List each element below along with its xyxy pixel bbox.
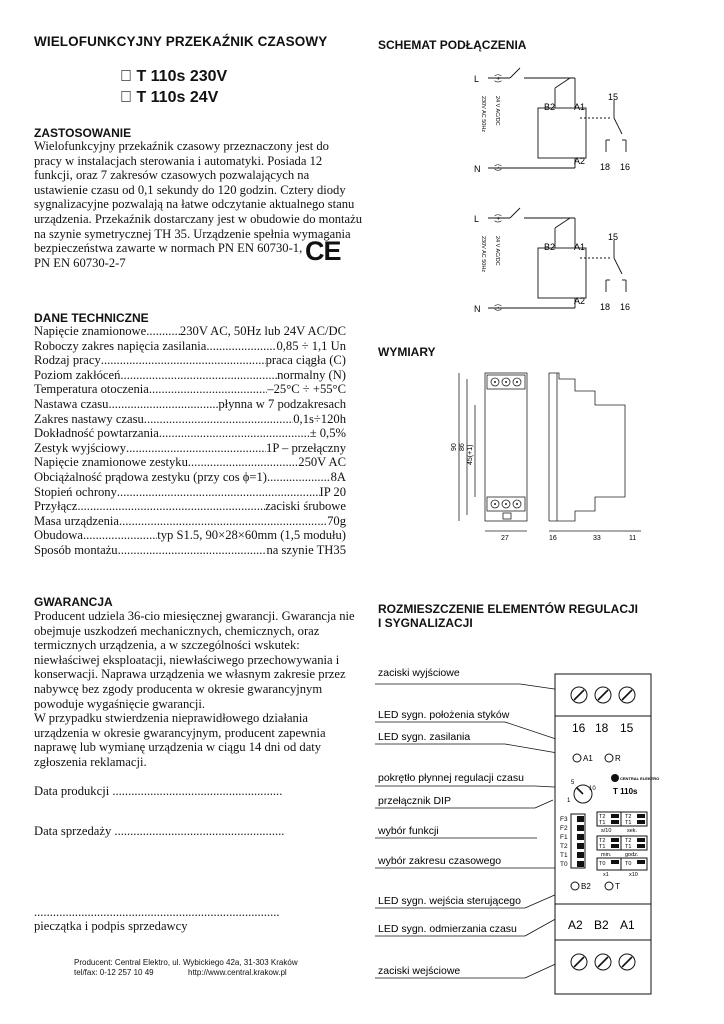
label-18: 18 [600, 302, 611, 312]
callout-led-stykow: LED sygn. położenia styków [378, 709, 510, 721]
label-16: 16 [620, 302, 631, 312]
dip-lever [611, 820, 619, 824]
dip-label: T2 [560, 843, 568, 850]
dim-27-label: 27 [501, 535, 509, 542]
text-line: Producent udziela 36-cio miesięcznej gwarancji. Gwarancja nie [34, 609, 355, 623]
label-15: 15 [608, 92, 619, 102]
text-line: naprawę lub wymianę urządzenia w ciągu 14 dni od daty [34, 740, 322, 755]
table-row: Poziom zakłóceń ..... normalny (N) [34, 368, 346, 383]
leader-dip-2 [535, 800, 553, 808]
dip-label: F3 [560, 816, 568, 823]
dip-r3-label: T0 [625, 861, 632, 867]
knob-1-label: 1 [567, 798, 571, 804]
label-n: N [474, 164, 481, 174]
text-line: niewłaściwej eksploatacji, niewłaściwego przechowywania i [34, 652, 340, 667]
led-a1 [573, 754, 581, 762]
top-term-18: 18 [595, 721, 609, 735]
table-row: Zakres nastawy czasu ..... 0,1s÷120h [34, 412, 346, 427]
data-produkcji-field[interactable]: Data produkcji ...................................................... [34, 784, 283, 798]
knob-10-label: 10 [589, 786, 596, 792]
dip-r3-label: T0 [599, 861, 606, 867]
dip-lever [577, 843, 584, 849]
callout-wybor-zakresu: wybór zakresu czasowego [378, 855, 502, 867]
data-sprzedazy-field[interactable]: Data sprzedaży ...................................................... [34, 824, 285, 838]
dip-r3-label: x1 [603, 872, 609, 878]
table-row: Napięcie znamionowe zestyku ..... 250V AC [34, 455, 346, 470]
screw-slot [494, 381, 496, 383]
screw-slot [494, 503, 496, 505]
top-term-15: 15 [620, 721, 634, 735]
dip-r1-label: T2 [625, 814, 632, 820]
wiring-diagram-1 [470, 60, 640, 180]
led-r [605, 754, 613, 762]
dip-r1-label: s/10 [601, 828, 612, 834]
model-24v [120, 89, 218, 107]
text-line: urządzenia w okresie gwarancyjnym, producent zapewnia [34, 725, 326, 740]
dip-block-left[interactable] [571, 814, 585, 868]
text-line: na szynie symetrycznej TH 35. Urządzenie spełnia wymagania [34, 226, 351, 241]
footer-line-1: Producent: Central Elektro, ul. Wybickiego 42a, 31-303 Kraków [74, 958, 298, 967]
switch-l [510, 68, 520, 78]
knob-5-label: 5 [571, 780, 575, 786]
dip-lever [637, 820, 645, 824]
led-a1-label: A1 [583, 754, 593, 763]
bottom-term-b2: B2 [594, 918, 609, 932]
label-plus: (+) [494, 74, 501, 83]
led-b2 [571, 882, 579, 890]
label-b2: B2 [544, 102, 556, 112]
led-t [605, 882, 613, 890]
relay-coil-box [538, 108, 586, 158]
wire-b2-link [555, 218, 570, 228]
table-row: Obciążalność prądowa zestyku (przy cos ϕ=1) ..... 8A [34, 470, 346, 485]
callout-zaciski-wyj: zaciski wyjściowe [378, 667, 460, 679]
label-plus: (+) [494, 214, 501, 223]
gwarancja-heading: GWARANCJA [34, 595, 113, 609]
schemat-heading: SCHEMAT PODŁĄCZENIA [378, 38, 527, 52]
table-row: Napięcie znamionowe ..... 230V AC, 50Hz lub 24V AC/DC [34, 324, 346, 339]
dim-11-label: 11 [629, 535, 637, 542]
bottom-term-a1: A1 [620, 918, 635, 932]
dip-r1-label: T1 [599, 820, 606, 826]
dane-heading: DANE TECHNICZNE [34, 311, 149, 325]
text-line: pracy w instalacjach sterowania i automatyki. Posiada 12 [34, 153, 323, 168]
dane-table [34, 324, 346, 558]
gwarancja-text [34, 609, 364, 770]
footer-line-2b: http://www.central.krakow.pl [188, 968, 287, 977]
label-a2: A2 [574, 156, 586, 166]
dip-lever [611, 844, 619, 848]
label-16: 16 [620, 162, 631, 172]
callout-przelacznik: przełącznik DIP [378, 795, 451, 807]
dip-lever [577, 861, 584, 867]
dip-label: T0 [560, 861, 568, 868]
dip-lever [577, 852, 584, 858]
table-row: Nastawa czasu ..... płynna w 7 podzakresach [34, 397, 346, 412]
contact-arm [614, 258, 622, 274]
dimensions-drawing [445, 365, 645, 545]
text-line: obejmuje uszkodzeń mechanicznych, chemicznych, oraz [34, 623, 320, 638]
relay-coil-box [538, 248, 586, 298]
model-230v [120, 68, 227, 86]
table-row: Przyłącz ..... zaciski śrubowe [34, 499, 346, 514]
text-line: ustawienie czasu od 0,1 sekundy do 120 godzin. Cztery diody [34, 182, 346, 197]
front-body [485, 373, 527, 521]
dim-33-label: 33 [593, 535, 601, 542]
table-row: Sposób montażu ..... na szynie TH35 [34, 543, 346, 558]
model-24v-label: T 110s 24V [120, 89, 202, 106]
callout-zaciski-wej: zaciski wejściowe [378, 965, 461, 977]
dip-lever [637, 844, 645, 848]
page-title: WIELOFUNKCYJNY PRZEKAŹNIK CZASOWY [34, 34, 328, 49]
side-body [549, 373, 625, 521]
label-230v: 230V AC 50Hz [480, 236, 486, 273]
dip-lever [577, 825, 584, 831]
podpis-label: pieczątka i podpis sprzedawcy [34, 919, 188, 933]
dip-lever [611, 814, 619, 818]
label-230v: 230V AC 50Hz [480, 96, 486, 133]
label-24v: 24 V AC/DC [494, 96, 500, 126]
table-row: Rodzaj pracy ..... praca ciągła (C) [34, 353, 346, 368]
dip-r2-label: min. [601, 852, 612, 858]
callout-led-wejscia: LED sygn. wejścia sterującego [378, 895, 521, 907]
callout-led-zasilania: LED sygn. zasilania [378, 731, 471, 743]
wymiary-heading: WYMIARY [378, 345, 436, 359]
dip-r3-label: x10 [629, 872, 638, 878]
zastosowanie-heading: ZASTOSOWANIE [34, 126, 132, 140]
text-line: W przypadku stwierdzenia nieprawidłowego działania [34, 711, 308, 726]
table-row: Dokładność powtarzania ..... ± 0,5% [34, 426, 346, 441]
dip-r2-label: T2 [599, 838, 606, 844]
device-model-label: T 110s [613, 787, 638, 796]
brand-label: CENTRAL ELEKTRO [620, 776, 660, 781]
wiring-diagram-2 [470, 200, 640, 320]
dip-label: F2 [560, 825, 568, 832]
dip-r2-label: T1 [599, 844, 606, 850]
dip-r1-label: T2 [599, 814, 606, 820]
text-line: powoduje wygaśnięcie gwarancji. [34, 696, 206, 711]
text-line: konserwacji. Naprawa urządzenia we własnym zakresie przez [34, 667, 346, 682]
label-l: L [474, 74, 480, 84]
led-r-label: R [615, 754, 621, 763]
text-line: Wielofunkcyjny przekaźnik czasowy przeznaczony jest do [34, 139, 329, 153]
callout-led-odmierzania: LED sygn. odmierzania czasu [378, 923, 517, 935]
table-row: Roboczy zakres napięcia zasilania ..... 0,85 ÷ 1,1 Un [34, 339, 346, 354]
dim-16-label: 16 [549, 535, 557, 542]
bottom-term-a2: A2 [568, 918, 583, 932]
text-line: termicznych urządzenia, a w szczególności wskutek: [34, 638, 300, 653]
contact-arm [614, 118, 622, 134]
screw-slot [516, 503, 518, 505]
label-l: L [474, 214, 480, 224]
text-line: nabywcę bez zgody producenta w okresie gwarancyjnym [34, 681, 323, 696]
label-a1: A1 [574, 102, 586, 112]
dip-lever [577, 834, 584, 840]
label-15: 15 [608, 232, 619, 242]
label-minus: (-) [494, 164, 501, 171]
dip-r1-label: sek. [627, 828, 638, 834]
dim-86-label: 86 [459, 443, 466, 451]
led-b2-label: B2 [581, 882, 591, 891]
label-18: 18 [600, 162, 611, 172]
text-line: bezpieczeństwa zawarte w normach PN EN 60730-1, [34, 241, 303, 256]
wire-b2-link [555, 78, 570, 88]
label-minus: (-) [494, 304, 501, 311]
footer-line-2a: tel/fax: 0-12 257 10 49 [74, 968, 154, 977]
table-row: Obudowa ..... typ S1.5, 90×28×60mm (1,5 modułu) [34, 528, 346, 543]
table-row: Masa urządzenia ..... 70g [34, 514, 346, 529]
text-line: zgłoszenia reklamacji. [34, 754, 147, 769]
dip-r2-label: godz. [625, 852, 639, 858]
label-a1: A1 [574, 242, 586, 252]
callout-pokretlo: pokrętło płynnej regulacji czasu [378, 772, 524, 784]
screw-slot [505, 381, 507, 383]
top-term-16: 16 [572, 721, 586, 735]
dip-label: F1 [560, 834, 568, 841]
dip-r1-label: T1 [625, 820, 632, 826]
switch-l [510, 208, 520, 218]
dim-90-label: 90 [451, 443, 458, 451]
callout-wybor-funkcji: wybór funkcji [378, 825, 439, 837]
screw-slot [505, 503, 507, 505]
led-t-label: T [615, 882, 620, 891]
dip-lever [611, 860, 619, 864]
screw-slot [516, 381, 518, 383]
brand-logo-icon [611, 774, 619, 782]
rozmieszczenie-heading-2: I SYGNALIZACJI [378, 616, 473, 630]
table-row: Stopień ochrony ..... IP 20 [34, 485, 346, 500]
label-a2: A2 [574, 296, 586, 306]
label-n: N [474, 304, 481, 314]
text-line: funkcji, oraz 7 zakresów czasowych pozwalających na [34, 168, 310, 183]
podpis-dots[interactable]: .............................................................................. [34, 905, 280, 919]
device-front-panel [375, 660, 675, 1000]
table-row: Temperatura otoczenia ..... –25°C ÷ +55°C [34, 382, 346, 397]
table-row: Zestyk wyjściowy ..... 1P – przełączny [34, 441, 346, 456]
dip-r2-label: T1 [625, 844, 632, 850]
text-line: PN EN 60730-2-7 [34, 255, 126, 270]
label-24v: 24 V AC/DC [494, 236, 500, 266]
dip-lever [577, 816, 584, 822]
dim-45-label: 45(+1) [467, 444, 474, 465]
label-b2: B2 [544, 242, 556, 252]
dip-r2-label: T2 [625, 838, 632, 844]
text-line: urządzenia. Przekaźnik dostarczany jest w obudowie do montażu [34, 211, 363, 226]
dip-lever [611, 838, 619, 842]
dip-lever [637, 814, 645, 818]
dip-lever [637, 838, 645, 842]
text-line: sygnalizacyjne pozwalają na łatwe odczytanie aktualnego stanu [34, 197, 355, 212]
dip-lever [637, 860, 645, 864]
dip-label: T1 [560, 852, 568, 859]
model-230v-label: T 110s 230V [120, 68, 211, 85]
rozmieszczenie-heading-1: ROZMIESZCZENIE ELEMENTÓW REGULACJI [378, 602, 639, 616]
ce-mark: CE [305, 236, 341, 266]
